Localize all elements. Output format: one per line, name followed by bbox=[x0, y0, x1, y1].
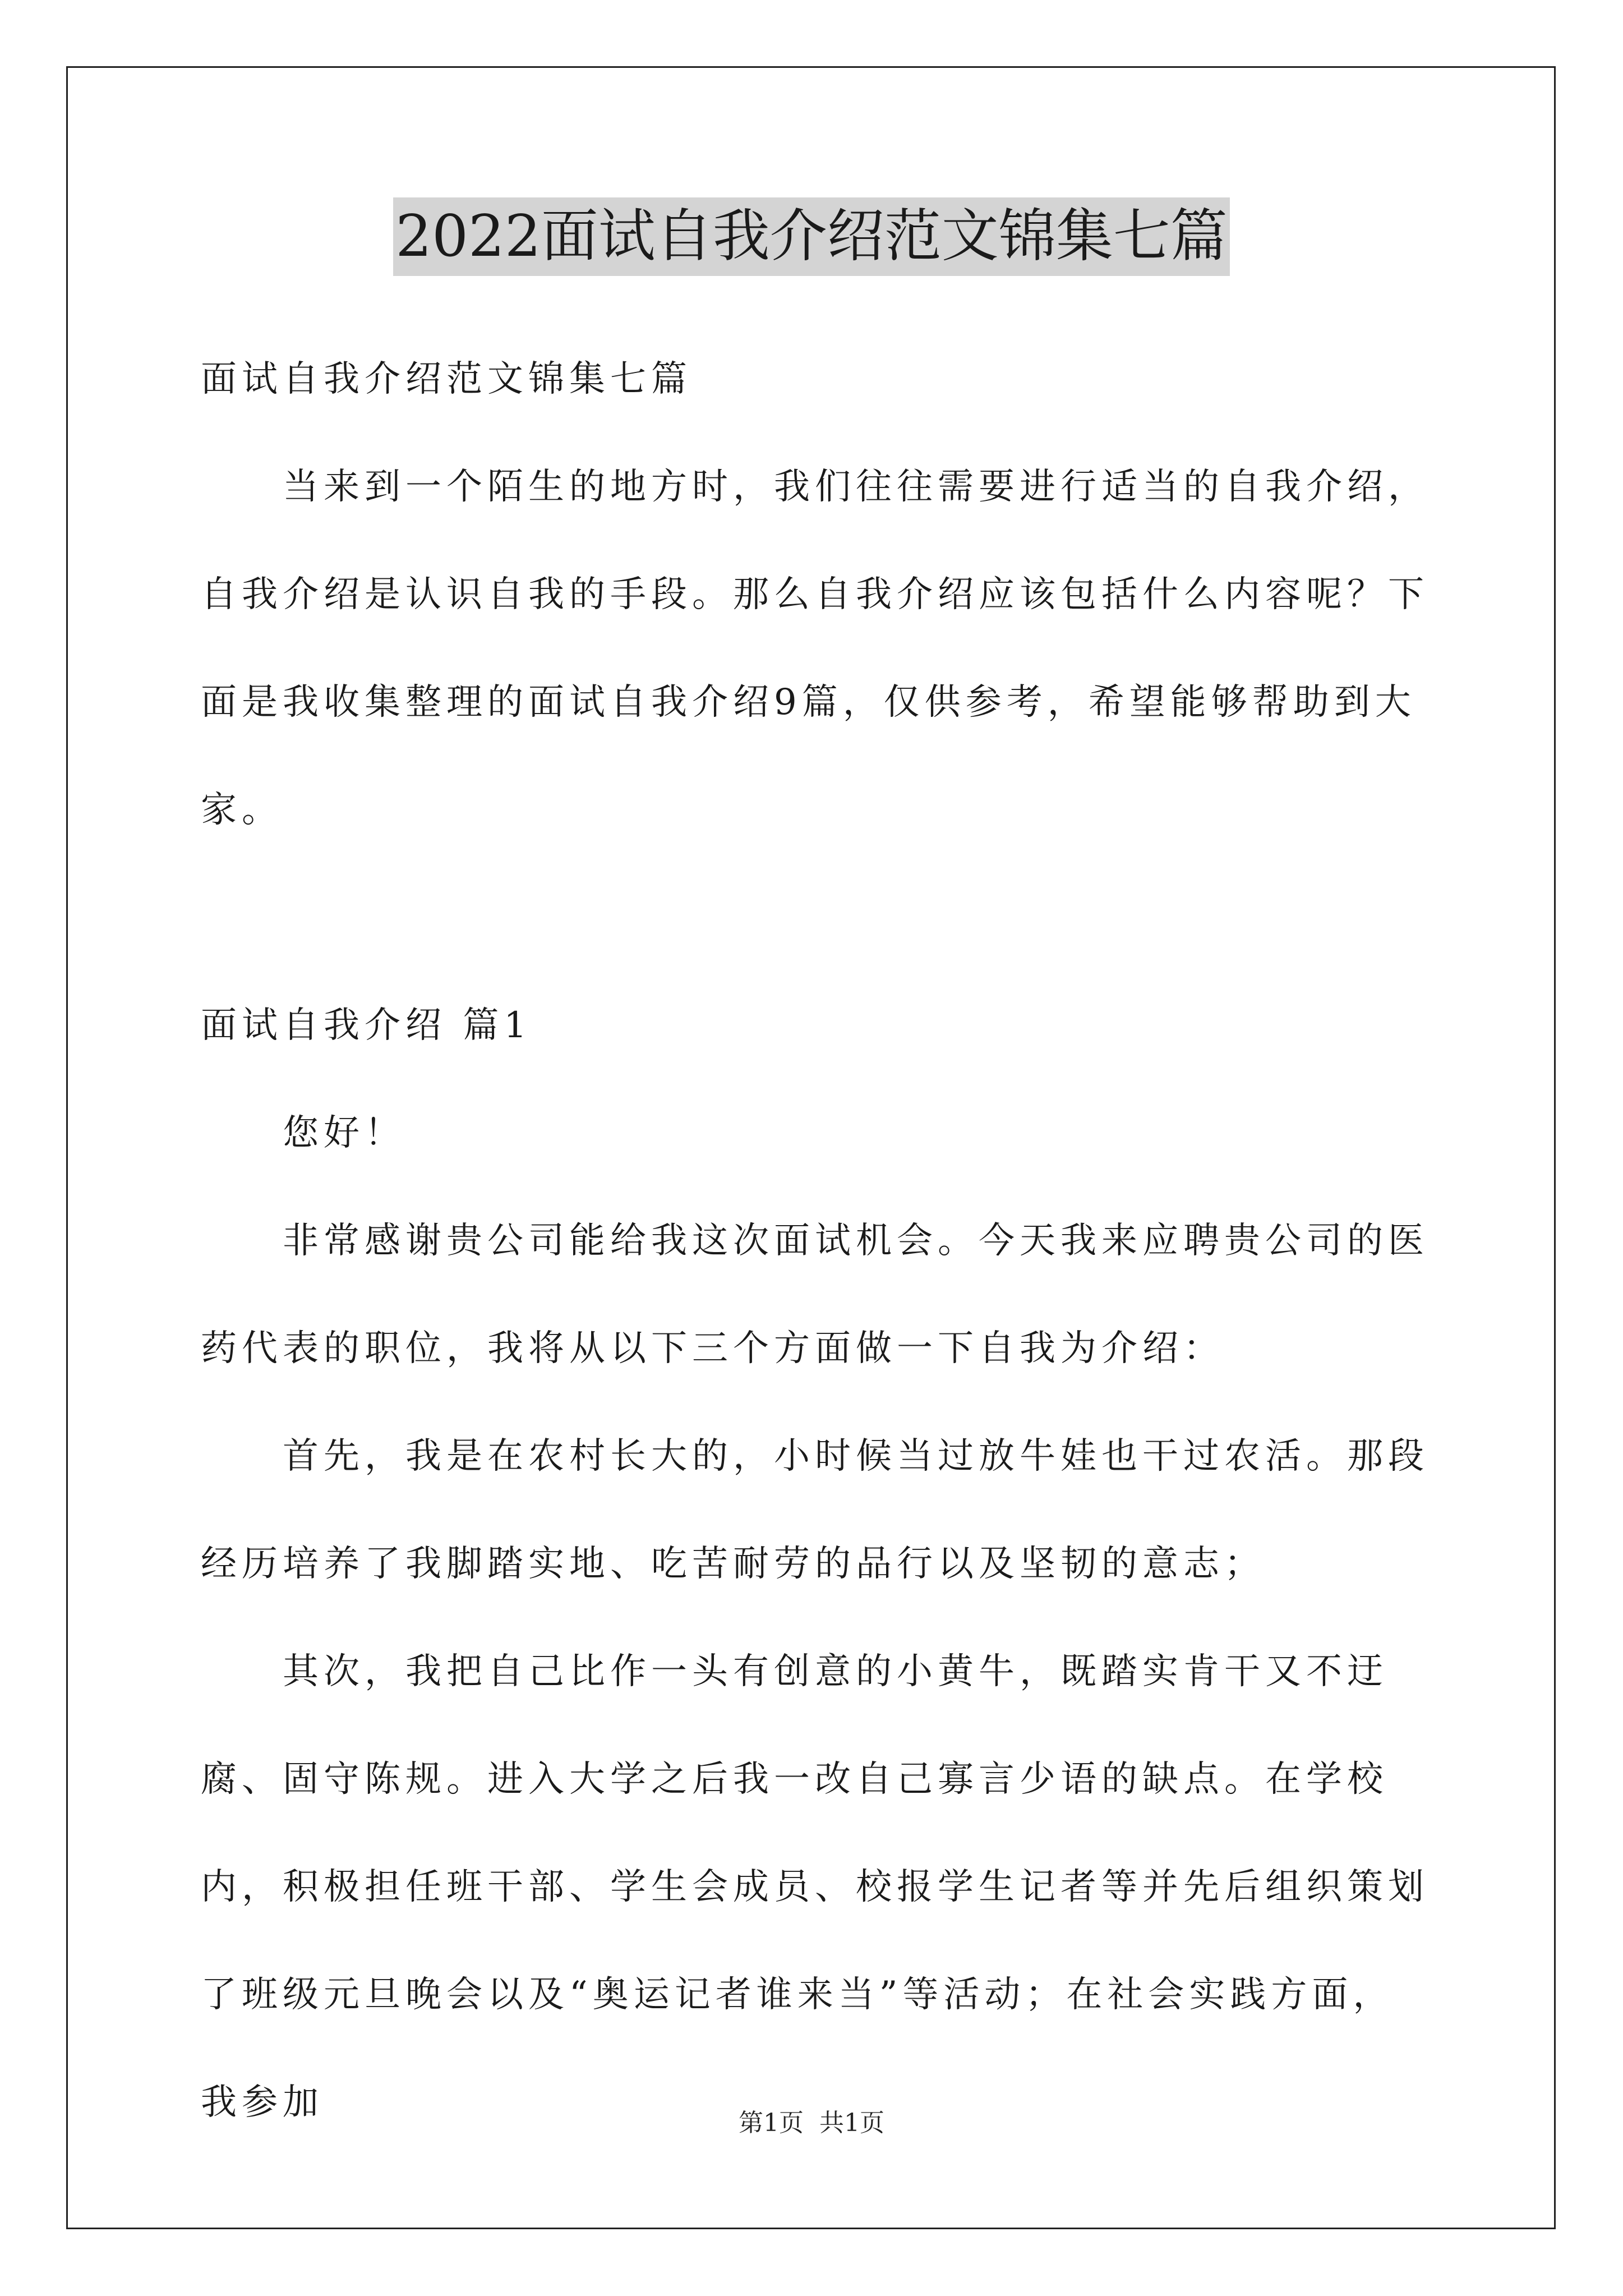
page-footer bbox=[0, 2106, 1623, 2140]
paragraph-gap bbox=[201, 864, 1435, 972]
title-container bbox=[0, 197, 1623, 276]
document-subtitle: 面试自我介绍范文锦集七篇 bbox=[201, 358, 692, 400]
document-body bbox=[201, 325, 1435, 2156]
page-total: 共1页 bbox=[819, 2109, 884, 2137]
greeting-paragraph: 您好！ bbox=[283, 1112, 405, 1154]
section-heading: 面试自我介绍 篇1 bbox=[201, 1005, 532, 1046]
intro-paragraph: 当来到一个陌生的地方时，我们往往需要进行适当的自我介绍，自我介绍是认识自我的手段。那么自我介绍应该包括什么内容呢？下面是我收集整理的面试自我介绍9篇，仅供参考，希望能够帮助到大家。 bbox=[201, 466, 1429, 831]
body-paragraph-2: 首先，我是在农村长大的，小时候当过放牛娃也干过农活。那段经历培养了我脚踏实地、吃苦耐劳的品行以及坚韧的意志； bbox=[201, 1435, 1429, 1585]
document-title: 2022面试自我介绍范文锦集七篇 bbox=[393, 197, 1230, 276]
body-paragraph-1: 非常感谢贵公司能给我这次面试机会。今天我来应聘贵公司的医药代表的职位，我将从以下三个方面做一下自我为介绍： bbox=[201, 1220, 1429, 1369]
page-number: 第1页 bbox=[739, 2109, 804, 2137]
body-paragraph-3: 其次，我把自己比作一头有创意的小黄牛，既踏实肯干又不迂腐、固守陈规。进入大学之后我一改自己寡言少语的缺点。在学校内，积极担任班干部、学生会成员、校报学生记者等并先后组织策划了班级元旦晚会以及“奥运记者谁来当”等活动；在社会实践方面，我参加 bbox=[201, 1651, 1429, 2123]
